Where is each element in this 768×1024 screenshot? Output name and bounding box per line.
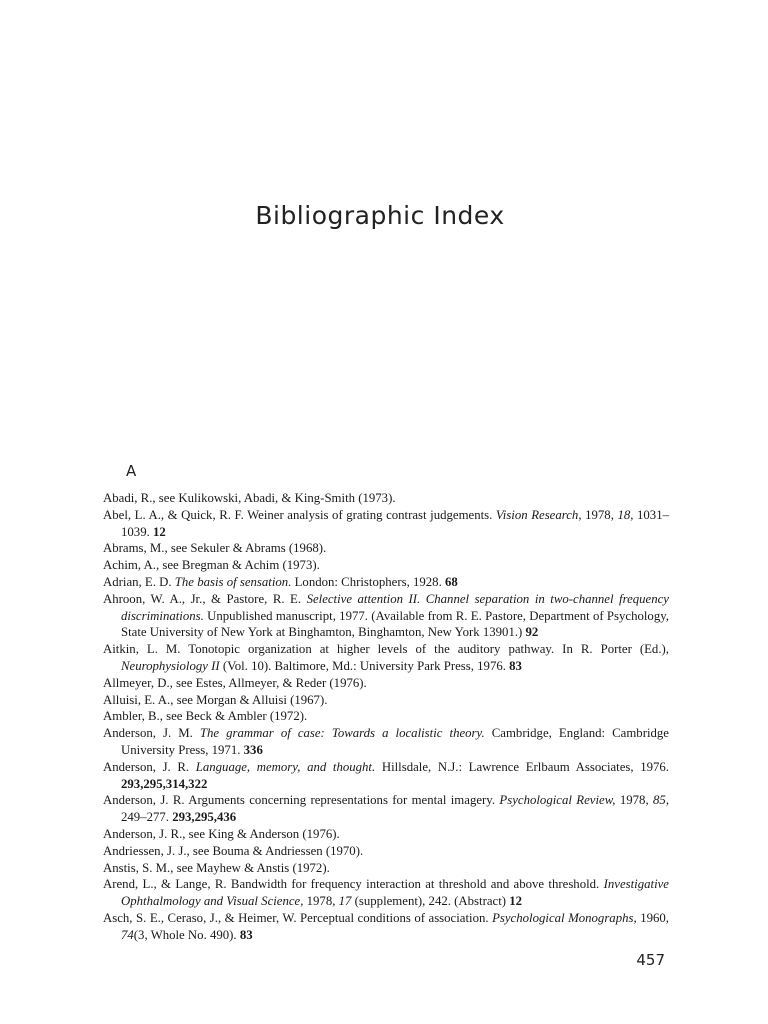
italic-title: Selective attention II. Channel separation in two-channel frequency discriminations. <box>121 591 669 623</box>
entry-text: Achim, A., see Bregman & Achim (1973). <box>103 558 320 573</box>
entry-text: Anstis, S. M., see Mayhew & Anstis (1972). <box>103 860 330 875</box>
bibliography-entry <box>103 792 669 826</box>
entry-text: Hillsdale, N.J.: Lawrence Erlbaum Associates, 1976. <box>375 759 670 774</box>
bibliography-entry <box>103 557 669 574</box>
italic-title: Neurophysiology II <box>121 658 220 673</box>
italic-title: 74 <box>121 927 134 942</box>
bibliography-entry <box>103 910 669 944</box>
page-reference: 83 <box>239 927 253 942</box>
bibliography-entry <box>103 725 669 759</box>
section-letter: A <box>126 462 137 480</box>
italic-title: Psychological Review, <box>499 793 616 808</box>
bibliography-entry <box>103 591 669 641</box>
entry-text: Asch, S. E., Ceraso, J., & Heimer, W. Perceptual conditions of association. <box>103 910 493 925</box>
bibliography-list <box>103 490 669 944</box>
entry-text: 1960, <box>636 910 669 925</box>
entry-text: Anderson, J. R., see King & Anderson (1976). <box>103 826 340 841</box>
italic-title: The basis of sensation. <box>174 574 292 589</box>
entry-text: Cambridge, England: Cambridge University Press, 1971. <box>121 726 669 757</box>
italic-title: 17 <box>338 894 352 909</box>
entry-text: Andriessen, J. J., see Bouma & Andriessen (1970). <box>103 843 364 858</box>
entry-text: Alluisi, E. A., see Morgan & Alluisi (1967). <box>103 692 328 707</box>
entry-text: Anderson, J. M. <box>103 726 200 741</box>
bibliography-entry <box>103 826 669 843</box>
italic-title: Psychological Monographs, <box>492 910 637 925</box>
page-title: Bibliographic Index <box>255 200 505 230</box>
entry-text: Ahroon, W. A., Jr., & Pastore, R. E. <box>103 591 307 606</box>
entry-text: Anderson, J. R. Arguments concerning representations for mental imagery. <box>103 793 500 808</box>
bibliography-entry <box>103 708 669 725</box>
italic-title: 85, <box>653 793 670 808</box>
page-reference: 293,295,436 <box>172 810 237 825</box>
entry-text: (Vol. 10). Baltimore, Md.: University Park Press, 1976. <box>219 658 510 673</box>
bibliography-entry <box>103 641 669 675</box>
italic-title: The grammar of case: Towards a localistic theory. <box>199 726 485 741</box>
entry-text: Unpublished manuscript, 1977. (Available from R. E. Pastore, Department of Psychology, State University of New York at Binghamton, Binghamton, New York 13901.) <box>121 608 669 640</box>
entry-text: Ambler, B., see Beck & Ambler (1972). <box>103 709 308 724</box>
bibliography-entry <box>103 692 669 709</box>
bibliography-entry <box>103 860 669 877</box>
bibliography-entry <box>103 540 669 557</box>
entry-text: 1978, <box>303 894 339 909</box>
entry-text: Abadi, R., see Kulikowski, Abadi, & King-Smith (1973). <box>103 491 396 505</box>
entry-text: (supplement), 242. (Abstract) <box>351 894 510 909</box>
bibliography-entry <box>103 843 669 860</box>
entry-text: 1978, <box>581 507 618 522</box>
italic-title: Vision Research, <box>495 507 582 522</box>
entry-text: 1978, <box>615 793 654 808</box>
page-reference: 336 <box>243 742 263 757</box>
page-reference: 68 <box>444 574 458 589</box>
italic-title: Language, memory, and thought. <box>195 759 376 774</box>
bibliography-entry <box>103 876 669 910</box>
entry-text: Aitkin, L. M. Tonotopic organization at higher levels of the auditory pathway. In R. Porter (Ed.), <box>103 642 669 657</box>
entry-text: (3, Whole No. 490). <box>133 927 240 942</box>
entry-text: Abel, L. A., & Quick, R. F. Weiner analysis of grating contrast judgements. <box>103 507 496 522</box>
entry-text: Adrian, E. D. <box>103 574 175 589</box>
bibliography-entry <box>103 490 669 507</box>
entry-text: Abrams, M., see Sekuler & Abrams (1968). <box>103 541 327 556</box>
entry-text: 1031–1039. <box>121 507 669 539</box>
italic-title: 18, <box>617 507 634 522</box>
bibliography-entry <box>103 675 669 692</box>
page-number: 457 <box>636 951 665 969</box>
entry-text: Allmeyer, D., see Estes, Allmeyer, & Reder (1976). <box>103 675 367 690</box>
page-reference: 12 <box>153 524 166 539</box>
entry-text: 249–277. <box>121 810 173 825</box>
bibliography-entry <box>103 574 669 591</box>
page-reference: 12 <box>509 894 523 909</box>
bibliography-entry <box>103 759 669 793</box>
entry-text: Arend, L., & Lange, R. Bandwidth for frequency interaction at threshold and above threshold. <box>103 877 604 892</box>
entry-text: London: Christophers, 1928. <box>291 574 445 589</box>
entry-text: Anderson, J. R. <box>103 759 196 774</box>
italic-title: Investigative Ophthalmology and Visual Science, <box>121 877 669 909</box>
bibliography-entry <box>103 507 669 541</box>
page-reference: 92 <box>525 625 539 640</box>
page-reference: 293,295,314,322 <box>121 776 208 791</box>
page-reference: 83 <box>509 658 522 673</box>
